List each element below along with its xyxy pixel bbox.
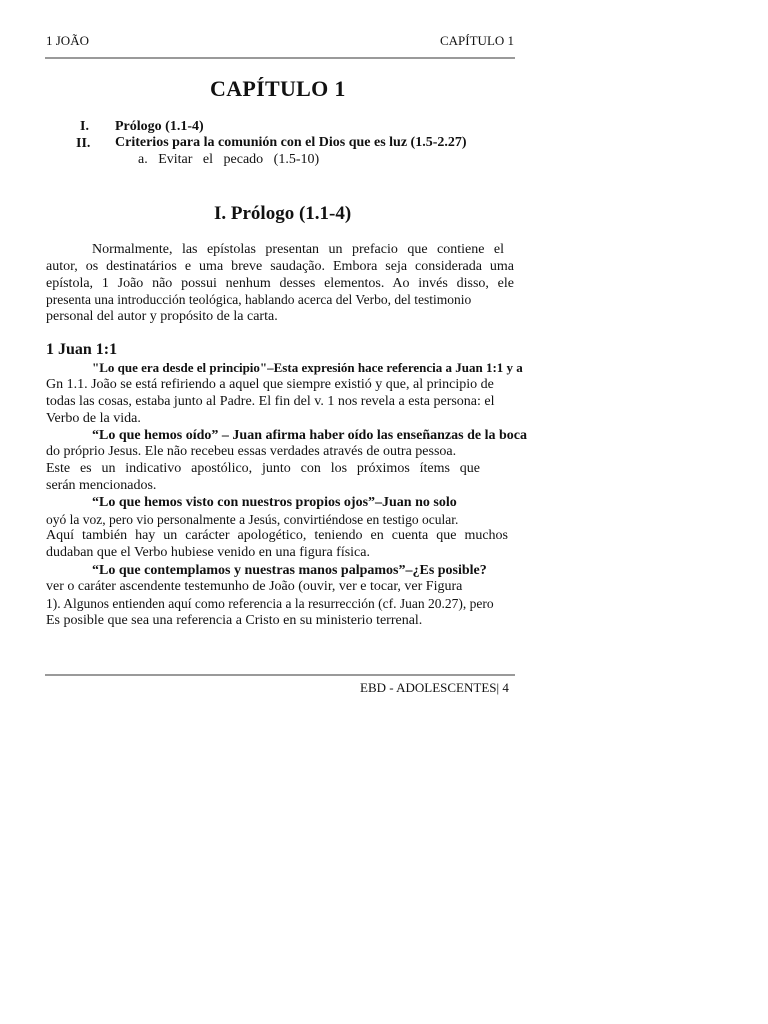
commentary-line: dudaban que el Verbo hubiese venido en una figura física. — [46, 545, 370, 560]
commentary-line: Este es un indicativo apostólico, junto con los próximos ítems que — [46, 461, 480, 476]
commentary-lead: “Lo que hemos oído” – Juan afirma haber oído las enseñanzas de la boca — [92, 428, 527, 443]
page-footer: EBD - ADOLESCENTES| 4 — [360, 680, 509, 695]
running-header-left: 1 JOÃO — [46, 33, 89, 48]
intro-line: presenta una introducción teológica, hablando acerca del Verbo, del testimonio — [46, 292, 472, 307]
commentary-line: oyó la voz, pero vio personalmente a Jesús, convirtiéndose en testigo ocular. — [46, 512, 459, 527]
commentary-line: do próprio Jesus. Ele não recebeu essas verdades através de outra pessoa. — [46, 444, 457, 459]
outline-item-1: Prólogo (1.1-4) — [115, 119, 204, 134]
commentary-lead: "Lo que era desde el principio"–Esta expresión hace referencia a Juan 1:1 y a — [92, 360, 523, 375]
commentary-lead: “Lo que contemplamos y nuestras manos palpamos”–¿Es posible? — [92, 563, 487, 578]
commentary-line: Es posible que sea una referencia a Cristo en su ministerio terrenal. — [46, 613, 423, 628]
commentary-line: Aquí también hay un carácter apologético, teniendo en cuenta que muchos — [46, 528, 508, 543]
running-header-right: CAPÍTULO 1 — [440, 33, 515, 48]
commentary-line: Verbo de la vida. — [46, 411, 141, 426]
outline-item-2: Criterios para la comunión con el Dios que es luz (1.5-2.27) — [115, 135, 467, 150]
commentary-line: serán mencionados. — [46, 478, 157, 493]
chapter-title: CAPÍTULO 1 — [210, 76, 346, 101]
outline-numeral-1: I. — [80, 119, 89, 134]
header-rule — [45, 57, 515, 59]
commentary-line: ver o caráter ascendente testemunho de João (ouvir, ver e tocar, ver Figura — [46, 579, 463, 594]
outline-numeral-2: II. — [76, 136, 91, 151]
intro-line: autor, os destinatários e uma breve saudação. Embora seja considerada uma — [46, 259, 514, 274]
verse-heading: 1 Juan 1:1 — [46, 341, 118, 358]
section-title: I. Prólogo (1.1-4) — [214, 203, 352, 224]
commentary-line: todas las cosas, estaba junto al Padre. El fin del v. 1 nos revela a esta persona: el — [46, 394, 495, 409]
intro-line: Normalmente, las epístolas presentan un prefacio que contiene el — [92, 242, 504, 257]
commentary-lead: “Lo que hemos visto con nuestros propios ojos”–Juan no solo — [92, 495, 457, 510]
commentary-line: 1). Algunos entienden aquí como referencia a la resurrección (cf. Juan 20.27), pero — [46, 596, 494, 611]
intro-line: epístola, 1 João não possui nenhum desses elementos. Ao invés disso, ele — [46, 276, 514, 291]
outline-subitem: a. Evitar el pecado (1.5-10) — [138, 152, 320, 167]
intro-line: personal del autor y propósito de la carta. — [46, 309, 278, 324]
footer-rule — [45, 674, 515, 676]
commentary-line: Gn 1.1. João se está refiriendo a aquel que siempre existió y que, al principio de — [46, 377, 494, 392]
